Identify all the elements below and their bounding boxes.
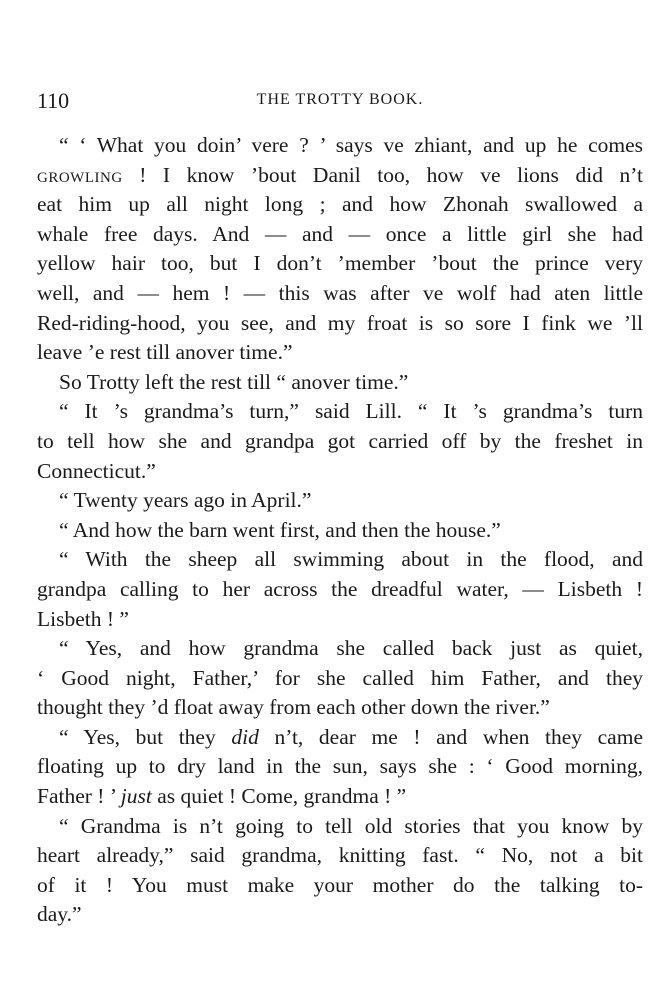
running-head: THE TROTTY BOOK. [256, 91, 424, 108]
text-line: “ Grandma is n’t going to tell old stories that you know by [59, 813, 643, 838]
text-line: “ Twenty years ago in April.” [59, 488, 312, 513]
text-line: ‘ Good night, Father,’ for she called him Father, and they [37, 665, 643, 690]
text-fragment: as quiet ! Come, grandma ! ” [151, 784, 407, 809]
page-header [37, 88, 643, 118]
italic-word: just [120, 784, 152, 809]
text-line [37, 161, 643, 191]
text-line: day.” [37, 902, 82, 927]
text-line: “ ‘ What you doin’ vere ? ’ says ve zhiant, and up he comes [59, 133, 643, 157]
text-line: Connecticut.” [37, 458, 156, 483]
text-line: leave ’e rest till anover time.” [37, 340, 293, 365]
text-line: So Trotty left the rest till “ anover time.” [59, 369, 409, 394]
text-fragment: Father ! ’ [37, 784, 121, 809]
text-line: grandpa calling to her across the dreadful water, — Lisbeth ! [37, 576, 643, 601]
text-line: “ And how the barn went first, and then the house.” [59, 517, 501, 542]
text-line: “ It ’s grandma’s turn,” said Lill. “ It ’s grandma’s turn [59, 399, 643, 424]
text-line [37, 723, 643, 753]
text-fragment: n’t, dear me ! and when they came [258, 724, 643, 749]
text-fragment: ! I know ’bout Danil too, how ve lions did n’t [122, 162, 643, 187]
text-line: yellow hair too, but I don’t ’member ’bout the prince very [37, 251, 643, 276]
text-line [37, 782, 643, 812]
text-line: of it ! You must make your mother do the talking to- [37, 872, 643, 897]
page-number: 110 [37, 88, 70, 113]
text-line: heart already,” said grandma, knitting fast. “ No, not a bit [37, 843, 643, 868]
small-caps-word: growling [37, 162, 123, 187]
text-line: thought they ’d float away from each other down the river.” [37, 695, 550, 720]
italic-word: did [231, 724, 259, 749]
text-line: eat him up all night long ; and how Zhonah swallowed a [37, 192, 643, 217]
text-line: to tell how she and grandpa got carried off by the freshet in [37, 428, 643, 453]
text-line: “ Yes, and how grandma she called back just as quiet, [59, 636, 643, 661]
body-text [37, 131, 643, 930]
text-line: Lisbeth ! ” [37, 606, 129, 631]
text-line: well, and — hem ! — this was after ve wolf had aten little [37, 280, 643, 305]
text-line: whale free days. And — and — once a little girl she had [37, 221, 643, 246]
text-line: floating up to dry land in the sun, says she : ‘ Good morning, [37, 754, 643, 779]
text-line: Red-riding-hood, you see, and my froat is so sore I fink we ’ll [37, 310, 643, 335]
text-fragment: “ Yes, but they [59, 724, 232, 749]
text-line: “ With the sheep all swimming about in the flood, and [59, 547, 643, 572]
